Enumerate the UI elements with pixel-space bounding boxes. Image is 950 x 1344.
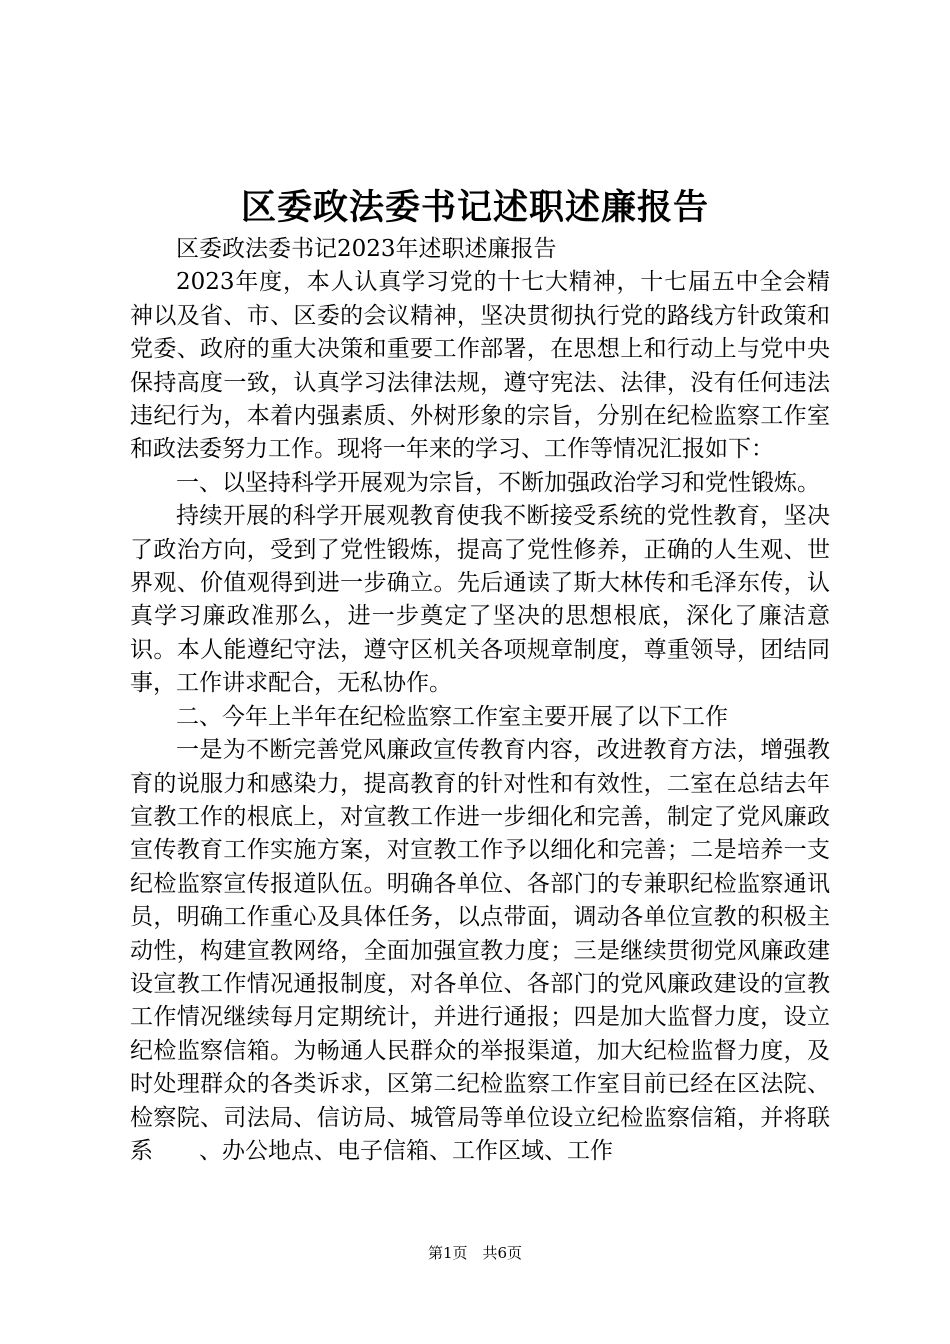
section-heading-one: 一、以坚持科学开展观为宗旨，不断加强政治学习和党性锻炼。 [176,469,820,496]
document-title: 区委政法委书记述职述廉报告 [240,187,709,228]
paragraph-work-details: 一是为不断完善党风廉政宣传教育内容，改进教育方法，增强教育的说服力和感染力，提高教育的针对性和有效性，二室在总结去年宣教工作的根底上，对宣教工作进一步细化和完善，制定了党风廉政宣传教育工作实施方案，对宣教工作予以细化和完善；二是培养一支纪检监察宣传报道队伍。明确各单位、各部门的专兼职纪检监察通讯员，明确工作重心及具体任务，以点带面，调动各单位宣教的积极主动性，构建宣教网络，全面加强宣教力度；三是继续贯彻党风廉政建设宣教工作情况通报制度，对各单位、各部门的党风廉政建设的宣教工作情况继续每月定期统计，并进行通报；四是加大监督力度，设立纪检监察信箱。为畅通人民群众的举报渠道，加大纪检监督力度，及时处理群众的各类诉求，区第二纪检监察工作室目前已经在区法院、检察院、司法局、信访局、城管局等单位设立纪检监察信箱，并将联系 、办公地点、电子信箱、工作区域、工作 [130,737,830,1164]
page-number-footer: 第1页 共6页 [427,1244,523,1262]
paragraph-intro: 2023年度，本人认真学习党的十七大精神，十七届五中全会精神以及省、市、区委的会议精神，坚决贯彻执行党的路线方针政策和党委、政府的重大决策和重要工作部署，在思想上和行动上与党中央保持高度一致，认真学习法律法规，遵守宪法、法律，没有任何违法违纪行为，本着内强素质、外树形象的宗旨，分别在纪检监察工作室和政法委努力工作。现将一年来的学习、工作等情况汇报如下： [130,269,830,463]
document-body [130,233,830,1168]
paragraph-subtitle: 区委政法委书记2023年述职述廉报告 [176,236,557,262]
section-heading-two: 二、今年上半年在纪检监察工作室主要开展了以下工作 [176,703,728,730]
paragraph-political-study: 持续开展的科学开展观教育使我不断接受系统的党性教育，坚决了政治方向，受到了党性锻炼，提高了党性修养，正确的人生观、世界观、价值观得到进一步确立。先后通读了斯大林传和毛泽东传，认真学习廉政准那么，进一步奠定了坚决的思想根底，深化了廉洁意识。本人能遵纪守法，遵守区机关各项规章制度，尊重领导，团结同事，工作讲求配合，无私协作。 [130,503,830,697]
